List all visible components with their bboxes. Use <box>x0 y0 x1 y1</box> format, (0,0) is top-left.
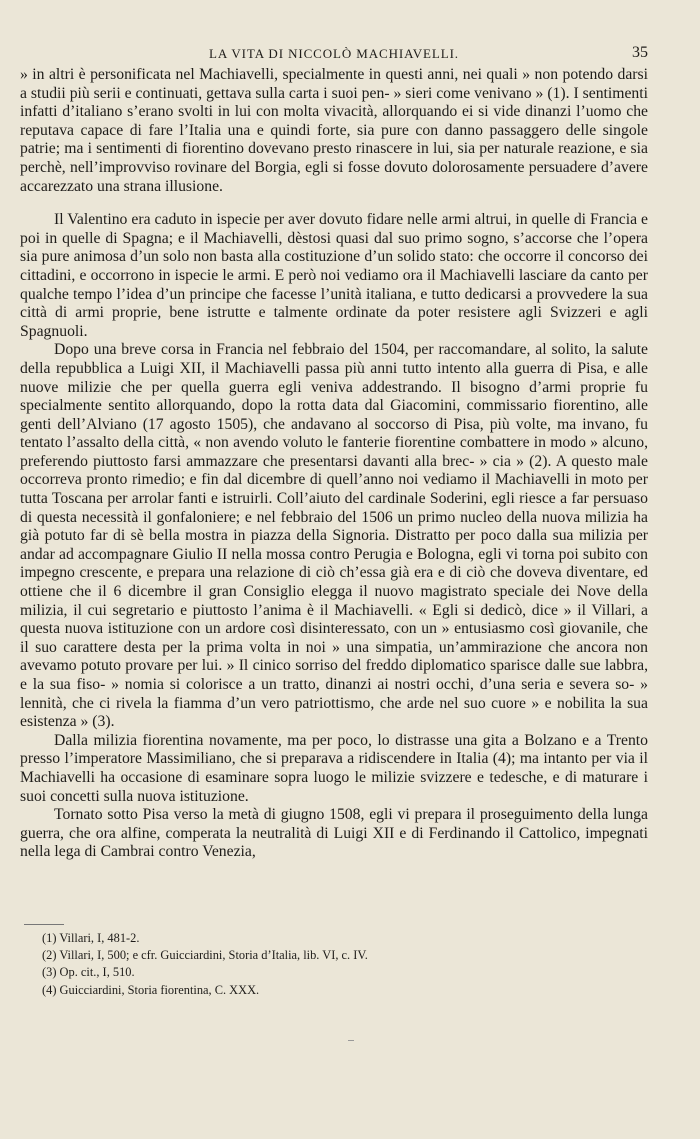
footnotes <box>42 930 642 999</box>
running-title: LA VITA DI NICCOLÒ MACHIAVELLI. <box>209 46 459 61</box>
paragraph-5: Tornato sotto Pisa verso la metà di giugno 1508, egli vi prepara il proseguimento della lunga guerra, che ora alfine, comperata la neutralità di Luigi XII e di Ferdinando il Cattolico, impegnati nella lega di Cambrai contro Venezia, <box>20 806 648 861</box>
paragraph-4: Dalla milizia fiorentina novamente, ma per poco, lo distrasse una gita a Bolzano e a Trento presso l’imperatore Massimiliano, che si preparava a ridiscendere in Italia (4); ma intanto per via il Machiavelli ha occasione di esaminare sopra luogo le milizie svizzere e tedesche, e di maturare i suoi concetti sulla nuova istituzione. <box>20 731 648 805</box>
paragraph-1: » in altri è personificata nel Machiavelli, specialmente in questi anni, nei quali » non potendo darsi a studii più serii e continuati, gettava sulla carta i suoi pen- » sieri come venivano » (1). I sentimenti infatti d’italiano s’erano svolti in lui con molta vivacità, allorquando ei si vide dinanzi l’uomo che reputava capace di fare l’Italia una e quindi forte, sia pure con danno passaggero delle singole patrie; ma i sentimenti di fiorentino dovevano presto rinascere in lui, sia per naturale reazione, e sia perchè, nell’improvviso rovinare del Borgia, egli si fosse dovuto dolorosamente persuadere d’avere accarezzato una strana illusione. <box>20 66 648 195</box>
page-mark <box>348 1040 354 1041</box>
paragraph-2: Il Valentino era caduto in ispecie per aver dovuto fidare nelle armi altrui, in quelle di Francia e poi in quelle di Spagna; e il Machiavelli, dèstosi quasi dal suo primo sogno, s’accorse che l’opera sia pure animosa d’un solo non basta alla costituzione d’un solido stato: che occorre il concorso dei cittadini, e occorrono in ispecie le armi. E però noi vediamo ora il Machiavelli lasciare da canto per qualche tempo l’idea d’un principe che facesse l’unità italiana, e tutto dedicarsi a provvedere la sua città di armi proprie, bene istrutte e talmente ordinate da poter resistere agli Svizzeri e agli Spagnuoli. <box>20 211 648 340</box>
page-header <box>20 44 648 64</box>
footnote-3: (3) Op. cit., I, 510. <box>42 965 135 980</box>
footnote-4: (4) Guicciardini, Storia fiorentina, C. XXX. <box>42 982 260 997</box>
footnote-1: (1) Villari, I, 481-2. <box>42 931 140 945</box>
footnote-2: (2) Villari, I, 500; e cfr. Guicciardini, Storia d’Italia, lib. VI, c. IV. <box>42 948 368 963</box>
page-number: 35 <box>632 44 648 61</box>
footnote-rule <box>24 924 64 925</box>
body-text <box>20 66 648 862</box>
paragraph-3: Dopo una breve corsa in Francia nel febbraio del 1504, per raccomandare, al solito, la salute della repubblica a Luigi XII, il Machiavelli passa più anni tutto intento alla guerra di Pisa, e alle nuove milizie che per quella guerra egli veniva addestrando. Il bisogno d’armi proprie fu specialmente sentito allorquando, dopo la rotta data dal Giacomini, commissario fiorentino, alle genti dell’Alviano (17 agosto 1505), che andavano al soccorso di Pisa, più volte, ma invano, fu tentato l’assalto della città, « non avendo voluto le fanterie fiorentine combattere in modo » alcuno, preferendo piuttosto farsi ammazzare che presentarsi davanti alla brec- » cia » (2). A questo male occorreva pronto rimedio; e fin dal dicembre di quell’anno noi vediamo il Machiavelli in moto per tutta Toscana per arrolar fanti e istruirli. Coll’aiuto del cardinale Soderini, egli riesce a far persuaso di questa necessità il gonfaloniere; e nel febbraio del 1506 un primo nucleo della nuova milizia ha già potuto far di sè bella mostra in piazza della Signoria. Distratto per poco dalla sua milizia per andar ad accompagnare Giulio II nella mossa contro Perugia e Bologna, egli vi torna poi subito con impegno crescente, e prepara una relazione di ciò ch’essa già era e di ciò che doveva diventare, ed ottiene che il 6 dicembre il gran Consiglio elegga il nuovo magistrato speciale dei Nove della milizia, il cui segretario e piuttosto l’anima è il Machiavelli. « Egli si dedicò, dice » il Villari, a questa nuova istituzione con un ardore così disinteressato, con un » entusiasmo così giovanile, che il suo carattere desta per la prima volta in noi » una simpatia, un’ammirazione che ancora non avevamo potuto provare per lui. » Il cinico sorriso del freddo diplomatico sparisce dalle sue labbra, e la sua fiso- » nomia si colorisce a un tratto, dinanzi ai nostri occhi, d’una seria e severa so- » lennità, che ci rivela la fiamma d’un vero patriottismo, che arde nel suo cuore » e nobilita la sua esistenza » (3). <box>20 341 648 731</box>
